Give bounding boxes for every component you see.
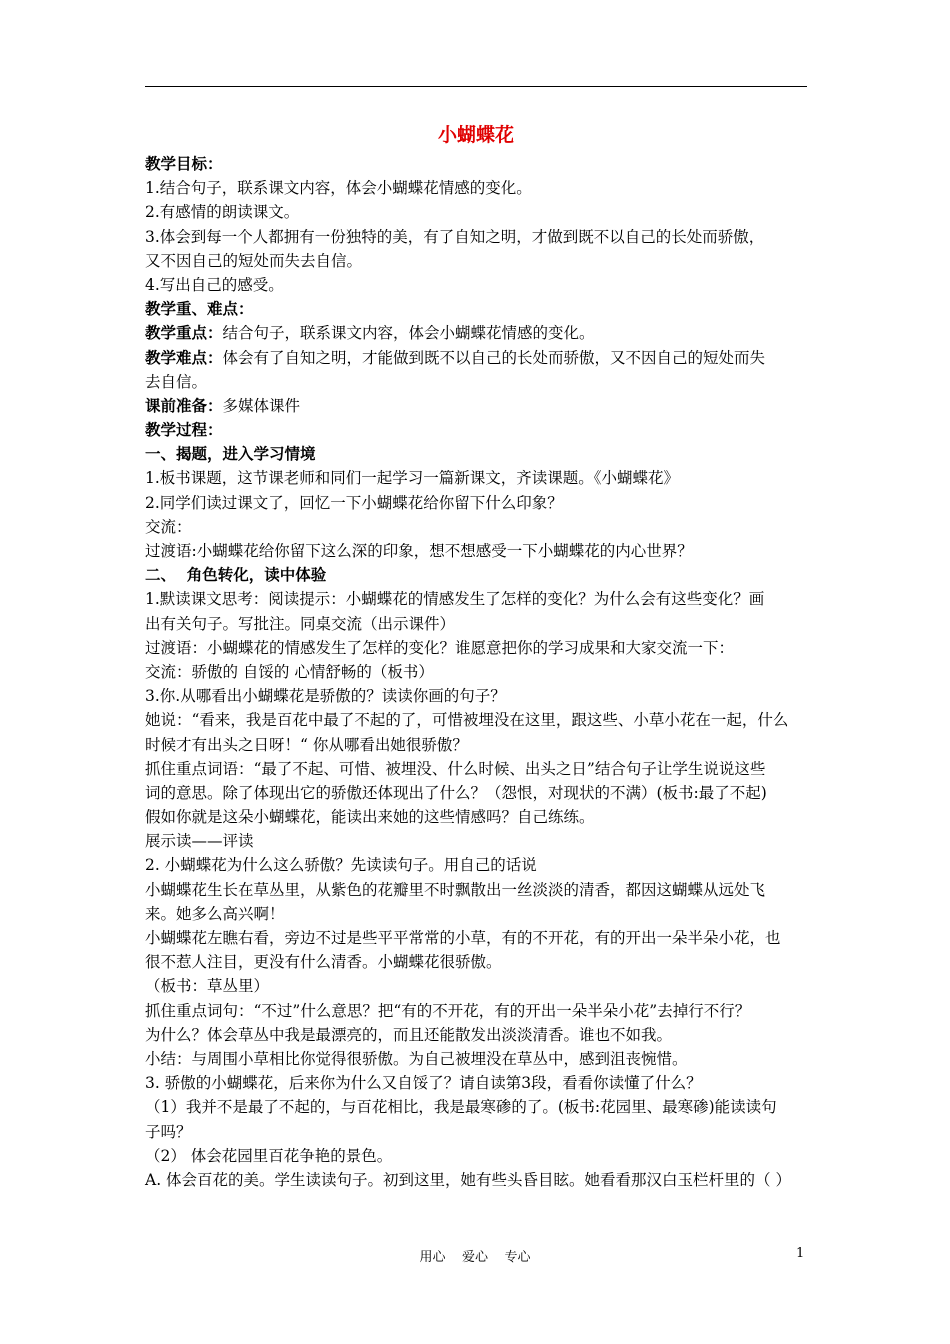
line-text: 抓住重点词句：“不过”什么意思？把“有的不开花，有的开出一朵半朵小花”去掉行不行？ — [145, 1001, 751, 1020]
line-text: 展示读——评读 — [145, 832, 254, 851]
line-text: 4.写出自己的感受。 — [145, 275, 284, 294]
text-line — [145, 660, 835, 684]
text-line — [145, 563, 835, 587]
line-text: 过渡语：小蝴蝶花的情感发生了怎样的变化？谁愿意把你的学习成果和大家交流一下： — [145, 638, 735, 657]
text-line — [145, 1047, 835, 1071]
line-text: 小蝴蝶花生长在草丛里，从紫色的花瓣里不时飘散出一丝淡淡的清香，都因这蝴蝶从远处飞 — [145, 880, 766, 899]
text-line — [145, 152, 835, 176]
text-line — [145, 974, 835, 998]
text-line — [145, 757, 835, 781]
text-line — [145, 1095, 835, 1119]
header-rule — [145, 86, 807, 87]
line-label: 课前准备： — [145, 395, 223, 415]
line-label: 教学目标： — [145, 154, 223, 173]
line-text: 体会有了自知之明，才能做到既不以自己的长处而骄傲，又不因自己的短处而失 — [222, 348, 766, 367]
text-line — [145, 466, 835, 490]
line-label: 教学重点： — [145, 323, 223, 343]
text-line — [145, 829, 835, 853]
text-line — [145, 321, 835, 345]
text-line — [145, 249, 835, 273]
text-line — [145, 225, 835, 249]
text-line — [145, 950, 835, 974]
page-number: 1 — [796, 1246, 805, 1261]
line-text: 交流： — [145, 517, 192, 536]
text-line — [145, 515, 835, 539]
line-text: 小蝴蝶花左瞧右看，旁边不过是些平平常常的小草，有的不开花，有的开出一朵半朵小花，也 — [145, 929, 781, 947]
text-line — [145, 999, 835, 1023]
line-text: 去自信。 — [145, 372, 208, 391]
line-text: 她说：“看来，我是百花中最了不起的了，可惜被埋没在这里，跟这些、小草小花在一起，什么 — [145, 711, 789, 730]
line-text: （板书：草丛里） — [145, 977, 270, 996]
line-label: 教学难点： — [145, 347, 223, 367]
text-line — [145, 587, 835, 611]
line-text: 过渡语:小蝴蝶花给你留下这么深的印象，想不想感受一下小蝴蝶花的内心世界？ — [145, 542, 693, 560]
line-text: 1.结合句子，联系课文内容，体会小蝴蝶花情感的变化。 — [145, 179, 532, 198]
line-label: 一、揭题，进入学习情境 — [145, 444, 316, 464]
line-text: 时候才有出头之日呀！“ 你从哪看出她很骄傲？ — [145, 735, 468, 754]
text-line — [145, 394, 835, 418]
line-text: 结合句子，联系课文内容，体会小蝴蝶花情感的变化。 — [222, 324, 595, 343]
line-label: 教学重、难点： — [145, 299, 254, 319]
line-text: 1.默读课文思考：阅读提示：小蝴蝶花的情感发生了怎样的变化？为什么会有这些变化？画 — [145, 590, 765, 609]
text-line — [145, 346, 835, 370]
text-line — [145, 442, 835, 466]
text-line — [145, 1071, 835, 1095]
text-line — [145, 1168, 835, 1192]
text-line — [145, 902, 835, 926]
line-text: 子吗？ — [145, 1122, 192, 1141]
text-line — [145, 1023, 835, 1047]
text-line — [145, 805, 835, 829]
text-line — [145, 176, 835, 200]
line-text: 1.板书课题，这节课老师和同们一起学习一篇新课文，齐读课题。《小蝴蝶花》 — [145, 469, 680, 488]
line-text: 出有关句子。写批注。同桌交流（出示课件） — [145, 614, 456, 633]
line-text: 很不惹人注目，更没有什么清香。小蝴蝶花很骄傲。 — [145, 953, 502, 972]
text-line — [145, 297, 835, 321]
line-text: 2.同学们读过课文了，回忆一下小蝴蝶花给你留下什么印象？ — [145, 493, 563, 512]
text-line — [145, 708, 835, 732]
text-line — [145, 539, 835, 563]
text-line — [145, 418, 835, 442]
text-line — [145, 1120, 835, 1144]
line-text: 词的意思。除了体现出它的骄傲还体现出了什么？（怨恨，对现状的不满）(板书:最了不起) — [145, 783, 767, 802]
text-line — [145, 200, 835, 224]
text-line — [145, 853, 835, 877]
text-line — [145, 273, 835, 297]
text-line — [145, 684, 835, 708]
text-line — [145, 612, 835, 636]
footer-motto: 用心 爱心 专心 — [419, 1250, 531, 1265]
line-text: 多媒体课件 — [222, 396, 301, 415]
text-line — [145, 781, 835, 805]
line-text: 2.有感情的朗读课文。 — [145, 203, 300, 222]
text-lines — [145, 152, 835, 1192]
line-label: 二、 角色转化，读中体验 — [145, 565, 327, 585]
line-text: A. 体会百花的美。学生读读句子。初到这里，她有些头昏目眩。她看看那汉白玉栏杆里的（ ） — [145, 1170, 791, 1189]
text-line — [145, 878, 835, 902]
text-line — [145, 491, 835, 515]
document-body — [145, 118, 835, 1192]
line-text: 抓住重点词语：“最了不起、可惜、被埋没、什么时候、出头之日”结合句子让学生说说这些 — [145, 759, 766, 778]
line-text: 交流：骄傲的 自馁的 心情舒畅的（板书） — [145, 662, 434, 681]
line-text: 3.体会到每一个人都拥有一份独特的美，有了自知之明，才做到既不以自己的长处而骄傲， — [145, 227, 765, 246]
line-text: （2） 体会花园里百花争艳的景色。 — [145, 1146, 393, 1165]
text-line — [145, 636, 835, 660]
text-line — [145, 733, 835, 757]
line-text: （1）我并不是最了不起的，与百花相比，我是最寒碜的了。(板书:花园里、最寒碜)能读读句 — [145, 1098, 777, 1117]
line-label: 教学过程： — [145, 420, 223, 440]
line-text: 假如你就是这朵小蝴蝶花，能读出来她的这些情感吗？自己练练。 — [145, 808, 595, 827]
text-line — [145, 370, 835, 394]
document-title: 小蝴蝶花 — [437, 124, 514, 146]
line-text: 来。她多么高兴啊！ — [145, 904, 285, 923]
line-text: 2. 小蝴蝶花为什么这么骄傲？先读读句子。用自己的话说 — [145, 856, 537, 875]
line-text: 3. 骄傲的小蝴蝶花，后来你为什么又自馁了？请自读第3段，看看你读懂了什么？ — [145, 1074, 702, 1093]
line-text: 小结：与周围小草相比你觉得很骄傲。为自己被埋没在草丛中，感到沮丧惋惜。 — [145, 1049, 688, 1068]
line-text: 又不因自己的短处而失去自信。 — [145, 251, 363, 270]
text-line — [145, 1144, 835, 1168]
line-text: 为什么？体会草丛中我是最漂亮的，而且还能散发出淡淡清香。谁也不如我。 — [145, 1025, 673, 1044]
text-line — [145, 926, 835, 950]
line-text: 3.你.从哪看出小蝴蝶花是骄傲的？读读你画的句子？ — [145, 687, 506, 706]
